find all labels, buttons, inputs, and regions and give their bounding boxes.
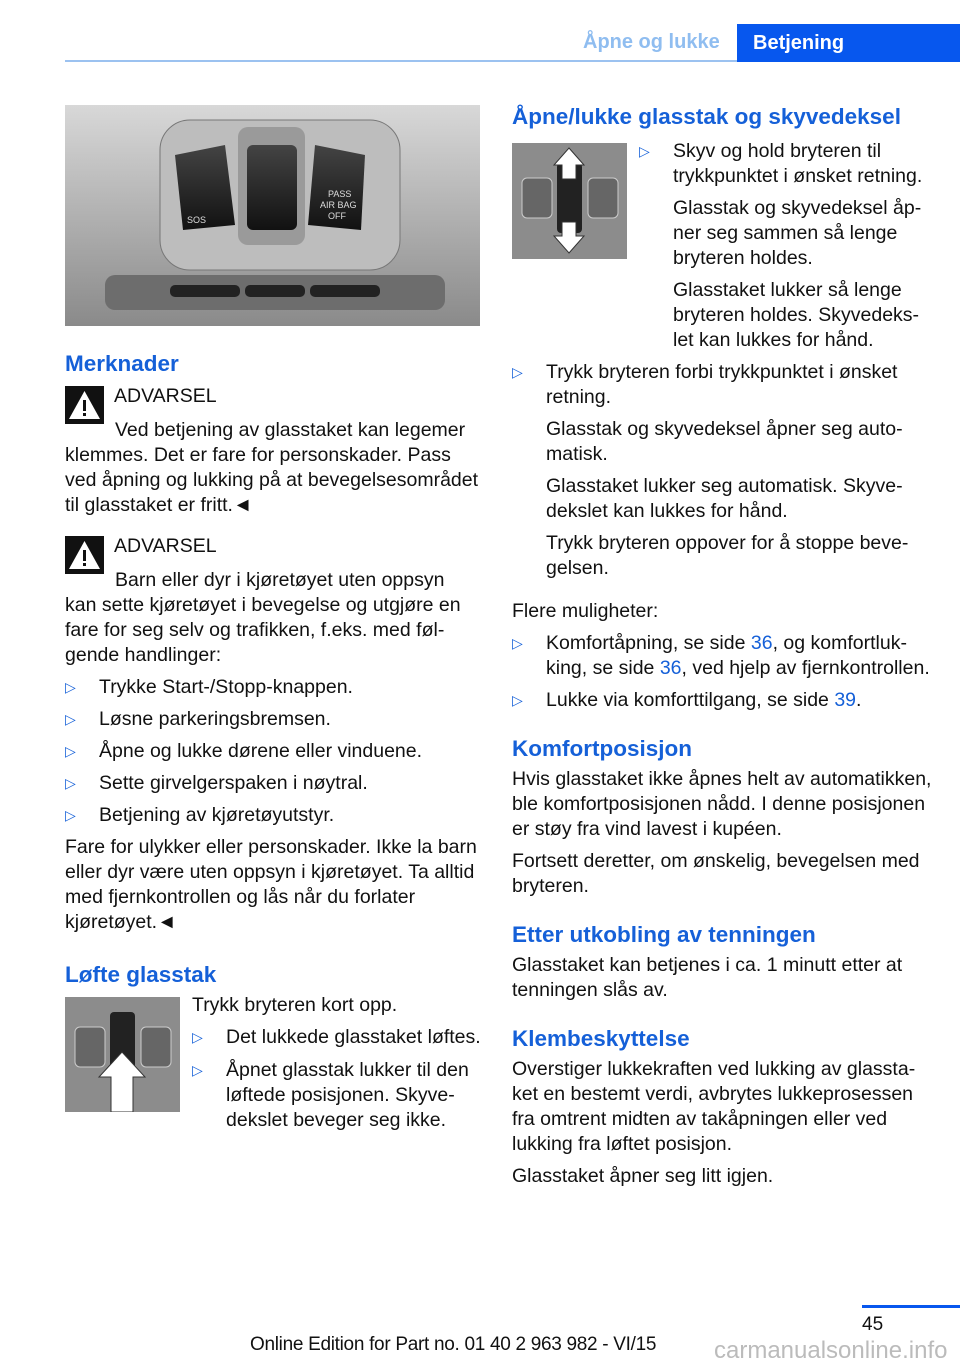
warning-icon	[65, 536, 104, 574]
switch-lift-image	[65, 997, 180, 1112]
paragraph: Fortsett deretter, om ønskelig, bevegelsen med bryteren.	[512, 850, 920, 897]
bullet-triangle-icon: ▷	[192, 1062, 203, 1078]
page-link[interactable]: 36	[659, 657, 682, 679]
paragraph: Glasstaket kan betjenes i ca. 1 minutt etter at tenningen slås av.	[512, 954, 903, 1001]
pass-label: PASS	[328, 189, 352, 199]
bullet-triangle-icon: ▷	[512, 692, 523, 708]
bullet-triangle-icon: ▷	[512, 364, 523, 380]
list-item: ▷ Det lukkede glasstaket løftes.	[192, 1026, 481, 1048]
list-item: ▷ Løsne parkeringsbremsen.	[65, 708, 331, 730]
paragraph: Hvis glasstaket ikke åpnes helt av automatikken, ble komfortposisjonen nådd. I denne posisjonen er støy fra vind lavest i kupéen.	[512, 768, 932, 840]
right-column	[512, 103, 932, 1196]
bullet-triangle-icon: ▷	[512, 635, 523, 651]
warning-text: Ved betjening av glasstaket kan legemer klemmes. Det er fare for personskader. Pass ved åpning og lukking på at bevegelsesområdet til glasstaket er fritt.◄	[65, 419, 479, 516]
left-column	[65, 105, 481, 1140]
bullet-triangle-icon: ▷	[65, 711, 76, 727]
footer-divider	[862, 1305, 960, 1308]
bullet-triangle-icon: ▷	[639, 143, 650, 159]
warning-after-text: Fare for ulykker eller personskader. Ikke la barn eller dyr være uten oppsyn i kjøretøyet. Ta alltid med fjernkontrollen og lås når du forlater kjøretøyet.◄	[65, 836, 477, 933]
warning-text: Barn eller dyr i kjøretøyet uten oppsyn kan sette kjøretøyet i bevegelse og utgjøre en fare for seg selv og trafikken, f.eks. med følgende handlinger:	[65, 569, 461, 666]
list-item: ▷ Trykke Start-/Stopp-knappen.	[65, 676, 353, 698]
off-label: OFF	[328, 211, 346, 221]
warning-title: ADVARSEL	[114, 535, 217, 557]
comfort-heading: Komfortposisjon	[512, 736, 692, 761]
paragraph: Glasstaket åpner seg litt igjen.	[512, 1165, 774, 1187]
paragraph: Overstiger lukkekraften ved lukking av glasstaket en bestemt verdi, avbrytes lukkeprosessen fra omtrent midten av takåpningen eller ved lukking fra løftet posisjon.	[512, 1058, 916, 1155]
list-item: ▷ Skyv og hold bryteren til trykkpunktet i ønsket retning.	[639, 140, 923, 187]
ignition-heading: Etter utkobling av tenningen	[512, 922, 816, 947]
bullet-triangle-icon: ▷	[192, 1029, 203, 1045]
header-section-tab[interactable]: Åpne og lukke	[583, 31, 720, 53]
header-chapter-tab[interactable]: Betjening	[737, 24, 960, 62]
notes-heading: Merknader	[65, 351, 179, 376]
page-link[interactable]: 36	[750, 632, 773, 654]
item-paragraph: Glasstak og skyvedeksel åpner seg sammen så lenge bryteren holdes.	[673, 197, 922, 269]
item-paragraph: Glasstak og skyvedeksel åpner seg automatisk.	[546, 418, 903, 465]
lift-intro: Trykk bryteren kort opp.	[192, 994, 398, 1016]
list-item: ▷ Lukke via komforttilgang, se side 39.	[512, 689, 862, 711]
switch-slide-image	[512, 143, 627, 259]
lift-content	[65, 993, 481, 1140]
warning-icon	[65, 386, 104, 424]
warning-title: ADVARSEL	[114, 385, 217, 407]
page-link[interactable]: 39	[834, 689, 857, 711]
lift-heading: Løfte glasstak	[65, 962, 217, 987]
more-options-label: Flere muligheter:	[512, 600, 659, 622]
list-item: ▷ Betjening av kjøretøyutstyr.	[65, 804, 335, 826]
open-item1	[512, 139, 932, 360]
header-divider	[65, 60, 737, 62]
bullet-triangle-icon: ▷	[65, 679, 76, 695]
footer-edition: Online Edition for Part no. 01 40 2 963 982 - VI/15	[250, 1334, 657, 1355]
list-item: ▷ Åpnet glasstak lukker til den løftede posisjonen. Skyvedekslet beveger seg ikke.	[192, 1059, 469, 1131]
pinch-heading: Klembeskyttelse	[512, 1026, 690, 1051]
open-close-heading: Åpne/lukke glasstak og skyvedeksel	[512, 104, 901, 129]
list-item: ▷ Sette girvelgerspaken i nøytral.	[65, 772, 368, 794]
list-item: ▷ Komfortåpning, se side 36, og komfortlukking, se side 36, ved hjelp av fjernkontrollen.	[512, 632, 930, 679]
airbag-label: AIR BAG	[320, 200, 357, 210]
watermark: carmanualsonline.info	[714, 1337, 948, 1362]
item-paragraph: Glasstaket lukker så lenge bryteren holdes. Skyvedekslet kan lukkes for hånd.	[673, 279, 920, 351]
item-paragraph: Glasstaket lukker seg automatisk. Skyvedekslet kan lukkes for hånd.	[546, 475, 903, 522]
list-item: ▷ Trykk bryteren forbi trykkpunktet i ønsket retning.	[512, 361, 898, 408]
bullet-triangle-icon: ▷	[65, 775, 76, 791]
list-item: ▷ Åpne og lukke dørene eller vinduene.	[65, 740, 423, 762]
sos-label: SOS	[187, 215, 207, 225]
overhead-console-image	[65, 105, 480, 326]
item-paragraph: Trykk bryteren oppover for å stoppe bevegelsen.	[546, 532, 909, 579]
bullet-triangle-icon: ▷	[65, 807, 76, 823]
bullet-triangle-icon: ▷	[65, 743, 76, 759]
page-number: 45	[862, 1314, 884, 1335]
